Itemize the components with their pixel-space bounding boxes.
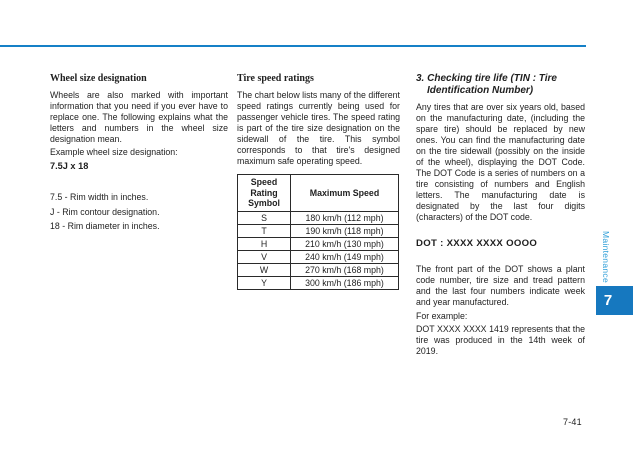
max-speed-cell: 300 km/h (186 mph) bbox=[291, 276, 399, 289]
wheel-size-example-value: 7.5J x 18 bbox=[50, 161, 89, 171]
for-example-label: For example: bbox=[416, 311, 468, 321]
table-row bbox=[238, 237, 399, 250]
speed-symbol-cell: V bbox=[238, 250, 291, 263]
speed-rating-table bbox=[237, 174, 399, 290]
tire-life-body-1: Any tires that are over six years old, based on the manufacturing date, (including the spare tire) should be replaced by new ones. You can find the manufacturing date on the tire sidewall (possibly on the inside of the wheel), displaying the DOT Code. The DOT Code is a series of numbers on a tire consisting of numbers and English letters. The manufacturing date is designated by the last four digits (characters) of the DOT code. bbox=[416, 102, 585, 222]
table-row bbox=[238, 224, 399, 237]
wheel-size-section bbox=[50, 71, 228, 234]
rim-diameter-item: 18 - Rim diameter in inches. bbox=[50, 221, 160, 231]
rim-contour-item: J - Rim contour designation. bbox=[50, 206, 160, 217]
chapter-tab: 7 bbox=[596, 286, 633, 315]
tire-life-heading: 3. Checking tire life (TIN : Tire Identification Number) bbox=[416, 73, 557, 96]
table-row bbox=[238, 250, 399, 263]
speed-symbol-cell: T bbox=[238, 224, 291, 237]
speed-symbol-cell: W bbox=[238, 263, 291, 276]
tire-life-body-2: The front part of the DOT shows a plant code number, tire size and tread pattern and the last four numbers indicate week and year manufactured. bbox=[416, 264, 585, 307]
table-row bbox=[238, 211, 399, 224]
header-rule bbox=[0, 45, 586, 47]
max-speed-cell: 190 km/h (118 mph) bbox=[291, 224, 399, 237]
speed-symbol-cell: H bbox=[238, 237, 291, 250]
wheel-size-heading: Wheel size designation bbox=[50, 73, 147, 84]
rim-designation-list bbox=[50, 190, 228, 234]
dot-code-format: DOT : XXXX XXXX OOOO bbox=[416, 238, 538, 249]
maximum-speed-header: Maximum Speed bbox=[291, 175, 399, 212]
speed-ratings-body: The chart below lists many of the different speed ratings currently being used for passenger vehicle tires. The speed rating is part of the tire size designation on the sidewall of the tire. This symbol corresponds to that tire's designed maximum safe operating speed. bbox=[237, 90, 400, 166]
speed-symbol-header: Speed Rating Symbol bbox=[238, 175, 291, 212]
dot-code-example: DOT XXXX XXXX 1419 represents that the tire was produced in the 14th week of 2019. bbox=[416, 324, 585, 356]
max-speed-cell: 180 km/h (112 mph) bbox=[291, 211, 399, 224]
table-header-row bbox=[238, 175, 399, 212]
wheel-size-body: Wheels are also marked with important information that you need if you ever have to replace one. The following explains what the letters and numbers in the wheel size designation mean. bbox=[50, 90, 228, 144]
speed-symbol-cell: Y bbox=[238, 276, 291, 289]
max-speed-cell: 240 km/h (149 mph) bbox=[291, 250, 399, 263]
max-speed-cell: 270 km/h (168 mph) bbox=[291, 263, 399, 276]
tire-life-section bbox=[416, 71, 585, 357]
speed-ratings-section bbox=[237, 71, 400, 290]
table-row bbox=[238, 263, 399, 276]
speed-symbol-cell: S bbox=[238, 211, 291, 224]
rim-width-item: 7.5 - Rim width in inches. bbox=[50, 192, 149, 202]
speed-ratings-heading: Tire speed ratings bbox=[237, 73, 314, 84]
page-number: 7-41 bbox=[563, 417, 582, 427]
chapter-label-vertical: Maintenance bbox=[601, 231, 611, 283]
table-row bbox=[238, 276, 399, 289]
max-speed-cell: 210 km/h (130 mph) bbox=[291, 237, 399, 250]
wheel-size-example-label: Example wheel size designation: bbox=[50, 147, 178, 157]
